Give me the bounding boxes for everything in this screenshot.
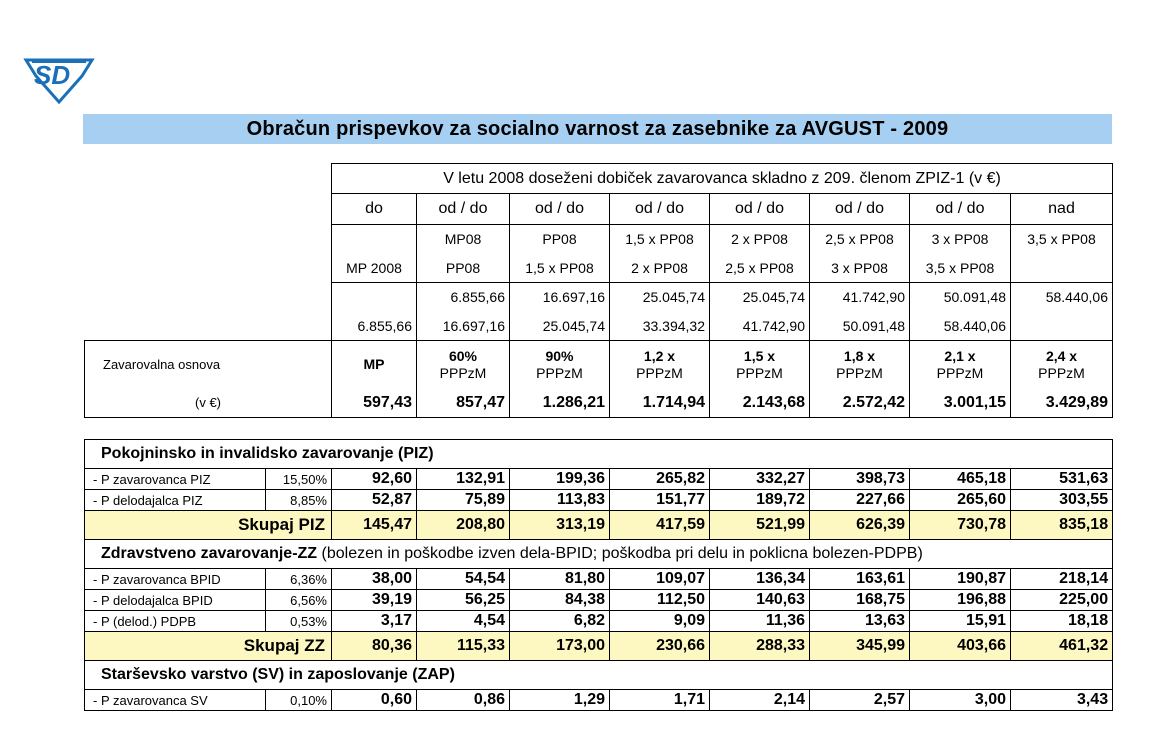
contribution-rate: 6,36% [266, 569, 332, 590]
bracket-column-header: od / do [610, 194, 710, 225]
bracket-column-header: do [332, 194, 417, 225]
total-value: 730,78 [910, 511, 1011, 540]
contribution-value: 6,82 [510, 611, 610, 632]
bracket-range-to: 3 x PP08 [810, 254, 910, 283]
contribution-value: 2,14 [710, 690, 810, 711]
contribution-value: 132,91 [417, 469, 510, 490]
insurance-basis-sub: PPPzM [439, 364, 487, 381]
bracket-amount-from: 50.091,48 [910, 283, 1011, 312]
section-title-main: Zdravstveno zavarovanje-ZZ [101, 545, 318, 562]
total-value: 115,33 [417, 632, 510, 661]
insurance-basis-cell [1011, 341, 1113, 389]
contribution-value: 75,89 [417, 490, 510, 511]
bracket-range-from: 3 x PP08 [910, 225, 1011, 254]
contribution-value: 163,61 [810, 569, 910, 590]
insurance-basis-sub: PPPzM [1038, 364, 1085, 381]
total-value: 288,33 [710, 632, 810, 661]
total-value: 626,39 [810, 511, 910, 540]
insurance-basis-value: 1.714,94 [610, 389, 710, 418]
bracket-range-to: 1,5 x PP08 [510, 254, 610, 283]
blank-cell [85, 254, 332, 283]
bracket-range-to: 3,5 x PP08 [910, 254, 1011, 283]
page-title: Obračun prispevkov za socialno varnost za zasebnike za AVGUST - 2009 [83, 114, 1112, 144]
bracket-amount-to: 16.697,16 [417, 312, 510, 341]
contribution-value: 54,54 [417, 569, 510, 590]
insurance-basis-sub: PPPzM [836, 364, 883, 381]
contribution-label: - P zavarovanca SV [85, 690, 266, 711]
table-row [85, 569, 1113, 590]
bracket-range-from: 1,5 x PP08 [610, 225, 710, 254]
table-row [85, 490, 1113, 511]
table-row [85, 690, 1113, 711]
contribution-value: 531,63 [1011, 469, 1113, 490]
contribution-value: 11,36 [710, 611, 810, 632]
insurance-basis-cell [710, 341, 810, 389]
contribution-value: 0,60 [332, 690, 417, 711]
contribution-value: 38,00 [332, 569, 417, 590]
insurance-basis-main: 60% [448, 347, 478, 364]
contribution-value: 39,19 [332, 590, 417, 611]
insurance-basis-unit: (v €) [85, 389, 332, 418]
bracket-range-from [332, 225, 417, 254]
bracket-column-header: od / do [710, 194, 810, 225]
contribution-label: - P (delod.) PDPB [85, 611, 266, 632]
bracket-range-from: 2,5 x PP08 [810, 225, 910, 254]
total-value: 145,47 [332, 511, 417, 540]
contribution-value: 190,87 [910, 569, 1011, 590]
insurance-basis-main: 2,1 x [944, 347, 976, 364]
insurance-basis-cell [610, 341, 710, 389]
contribution-value: 52,87 [332, 490, 417, 511]
contribution-value: 227,66 [810, 490, 910, 511]
bracket-amount-to: 50.091,48 [810, 312, 910, 341]
total-value: 313,19 [510, 511, 610, 540]
contribution-value: 168,75 [810, 590, 910, 611]
insurance-basis-label: Zavarovalna osnova [85, 341, 332, 389]
blank-cell [85, 164, 332, 194]
section-title-main: Pokojninsko in invalidsko zavarovanje (PIZ) [101, 445, 434, 462]
insurance-basis-value: 1.286,21 [510, 389, 610, 418]
contribution-rate: 8,85% [266, 490, 332, 511]
contributions-table [84, 439, 1113, 711]
contribution-value: 81,80 [510, 569, 610, 590]
bracket-amount-from: 25.045,74 [710, 283, 810, 312]
insurance-basis-value: 3.429,89 [1011, 389, 1113, 418]
contribution-rate: 15,50% [266, 469, 332, 490]
contribution-value: 3,17 [332, 611, 417, 632]
bracket-column-header: od / do [810, 194, 910, 225]
bracket-amount-from: 41.742,90 [810, 283, 910, 312]
bracket-range-to: MP 2008 [332, 254, 417, 283]
contribution-value: 398,73 [810, 469, 910, 490]
contribution-value: 9,09 [610, 611, 710, 632]
contribution-value: 113,83 [510, 490, 610, 511]
bracket-amount-from: 6.855,66 [417, 283, 510, 312]
contribution-value: 3,00 [910, 690, 1011, 711]
insurance-basis-cell [417, 341, 510, 389]
section-title-main: Starševsko varstvo (SV) in zaposlovanje (ZAP) [101, 666, 455, 683]
blank-cell [85, 312, 332, 341]
table-row [85, 590, 1113, 611]
insurance-basis-main: 1,5 x [743, 347, 776, 364]
contribution-label: - P zavarovanca PIZ [85, 469, 266, 490]
bracket-column-header: od / do [910, 194, 1011, 225]
contribution-value: 265,60 [910, 490, 1011, 511]
contribution-value: 265,82 [610, 469, 710, 490]
contribution-value: 151,77 [610, 490, 710, 511]
insurance-basis-main: MP [363, 356, 385, 373]
svg-text:SD: SD [34, 60, 71, 90]
total-value: 208,80 [417, 511, 510, 540]
bracket-range-to: PP08 [417, 254, 510, 283]
contribution-value: 136,34 [710, 569, 810, 590]
insurance-basis-cell [810, 341, 910, 389]
total-label: Skupaj PIZ [85, 511, 332, 540]
contribution-label: - P zavarovanca BPID [85, 569, 266, 590]
insurance-basis-main: 90% [545, 347, 574, 364]
insurance-basis-main: 2,4 x [1045, 347, 1078, 364]
contribution-value: 1,29 [510, 690, 610, 711]
contribution-value: 56,25 [417, 590, 510, 611]
contribution-value: 4,54 [417, 611, 510, 632]
bracket-range-from: 3,5 x PP08 [1011, 225, 1113, 254]
contribution-value: 303,55 [1011, 490, 1113, 511]
total-value: 417,59 [610, 511, 710, 540]
section-title [85, 440, 1113, 469]
section-title [85, 540, 1113, 569]
contribution-value: 92,60 [332, 469, 417, 490]
contribution-value: 84,38 [510, 590, 610, 611]
bracket-range-from: PP08 [510, 225, 610, 254]
bracket-amount-from [332, 283, 417, 312]
insurance-basis-main: 1,2 x [643, 347, 676, 364]
bracket-header-table [84, 163, 1113, 418]
total-value: 835,18 [1011, 511, 1113, 540]
contribution-label: - P delodajalca BPID [85, 590, 266, 611]
bracket-amount-to: 25.045,74 [510, 312, 610, 341]
contribution-label: - P delodajalca PIZ [85, 490, 266, 511]
bracket-column-header: nad [1011, 194, 1113, 225]
contribution-value: 225,00 [1011, 590, 1113, 611]
bracket-range-to: 2,5 x PP08 [710, 254, 810, 283]
bracket-amount-to: 58.440,06 [910, 312, 1011, 341]
contribution-rate: 6,56% [266, 590, 332, 611]
insurance-basis-sub: PPPzM [636, 364, 683, 381]
contribution-value: 112,50 [610, 590, 710, 611]
bracket-column-header: od / do [417, 194, 510, 225]
contribution-value: 109,07 [610, 569, 710, 590]
table-row [85, 469, 1113, 490]
contribution-rate: 0,53% [266, 611, 332, 632]
bracket-range-to: 2 x PP08 [610, 254, 710, 283]
contribution-value: 3,43 [1011, 690, 1113, 711]
insurance-basis-sub: PPPzM [736, 364, 783, 381]
section-title [85, 661, 1113, 690]
insurance-basis-value: 3.001,15 [910, 389, 1011, 418]
contribution-value: 0,86 [417, 690, 510, 711]
insurance-basis-value: 2.572,42 [810, 389, 910, 418]
contribution-value: 189,72 [710, 490, 810, 511]
bracket-range-from: MP08 [417, 225, 510, 254]
total-value: 521,99 [710, 511, 810, 540]
insurance-basis-cell [510, 341, 610, 389]
insurance-basis-cell [910, 341, 1011, 389]
total-row [85, 511, 1113, 540]
insurance-basis-value: 2.143,68 [710, 389, 810, 418]
sd-shield-logo-icon [22, 50, 96, 104]
total-value: 230,66 [610, 632, 710, 661]
bracket-caption: V letu 2008 doseženi dobiček zavarovanca skladno z 209. členom ZPIZ-1 (v €) [332, 164, 1113, 194]
total-value: 173,00 [510, 632, 610, 661]
total-value: 345,99 [810, 632, 910, 661]
insurance-basis-sub: PPPzM [936, 364, 984, 381]
blank-cell [85, 194, 332, 225]
bracket-range-from: 2 x PP08 [710, 225, 810, 254]
insurance-basis-value: 597,43 [332, 389, 417, 418]
section-title-extra: (bolezen in poškodbe izven dela-BPID; poškodba pri delu in poklicna bolezen-PDPB) [317, 545, 923, 562]
contribution-value: 196,88 [910, 590, 1011, 611]
total-row [85, 632, 1113, 661]
bracket-amount-to: 41.742,90 [710, 312, 810, 341]
bracket-amount-from: 16.697,16 [510, 283, 610, 312]
contribution-value: 332,27 [710, 469, 810, 490]
contribution-value: 2,57 [810, 690, 910, 711]
contribution-rate: 0,10% [266, 690, 332, 711]
bracket-amount-to: 33.394,32 [610, 312, 710, 341]
total-label: Skupaj ZZ [85, 632, 332, 661]
insurance-basis-sub: PPPzM [536, 364, 583, 381]
table-row [85, 611, 1113, 632]
insurance-basis-value: 857,47 [417, 389, 510, 418]
blank-cell [85, 283, 332, 312]
contribution-value: 15,91 [910, 611, 1011, 632]
insurance-basis-cell [332, 341, 417, 389]
bracket-amount-from: 25.045,74 [610, 283, 710, 312]
bracket-amount-to [1011, 312, 1113, 341]
total-value: 403,66 [910, 632, 1011, 661]
bracket-amount-to: 6.855,66 [332, 312, 417, 341]
bracket-range-to [1011, 254, 1113, 283]
contribution-value: 199,36 [510, 469, 610, 490]
contribution-value: 465,18 [910, 469, 1011, 490]
total-value: 461,32 [1011, 632, 1113, 661]
blank-cell [85, 225, 332, 254]
contribution-value: 1,71 [610, 690, 710, 711]
bracket-amount-from: 58.440,06 [1011, 283, 1113, 312]
insurance-basis-main: 1,8 x [843, 347, 876, 364]
contribution-value: 18,18 [1011, 611, 1113, 632]
bracket-column-header: od / do [510, 194, 610, 225]
contribution-value: 140,63 [710, 590, 810, 611]
contribution-value: 218,14 [1011, 569, 1113, 590]
contribution-value: 13,63 [810, 611, 910, 632]
total-value: 80,36 [332, 632, 417, 661]
